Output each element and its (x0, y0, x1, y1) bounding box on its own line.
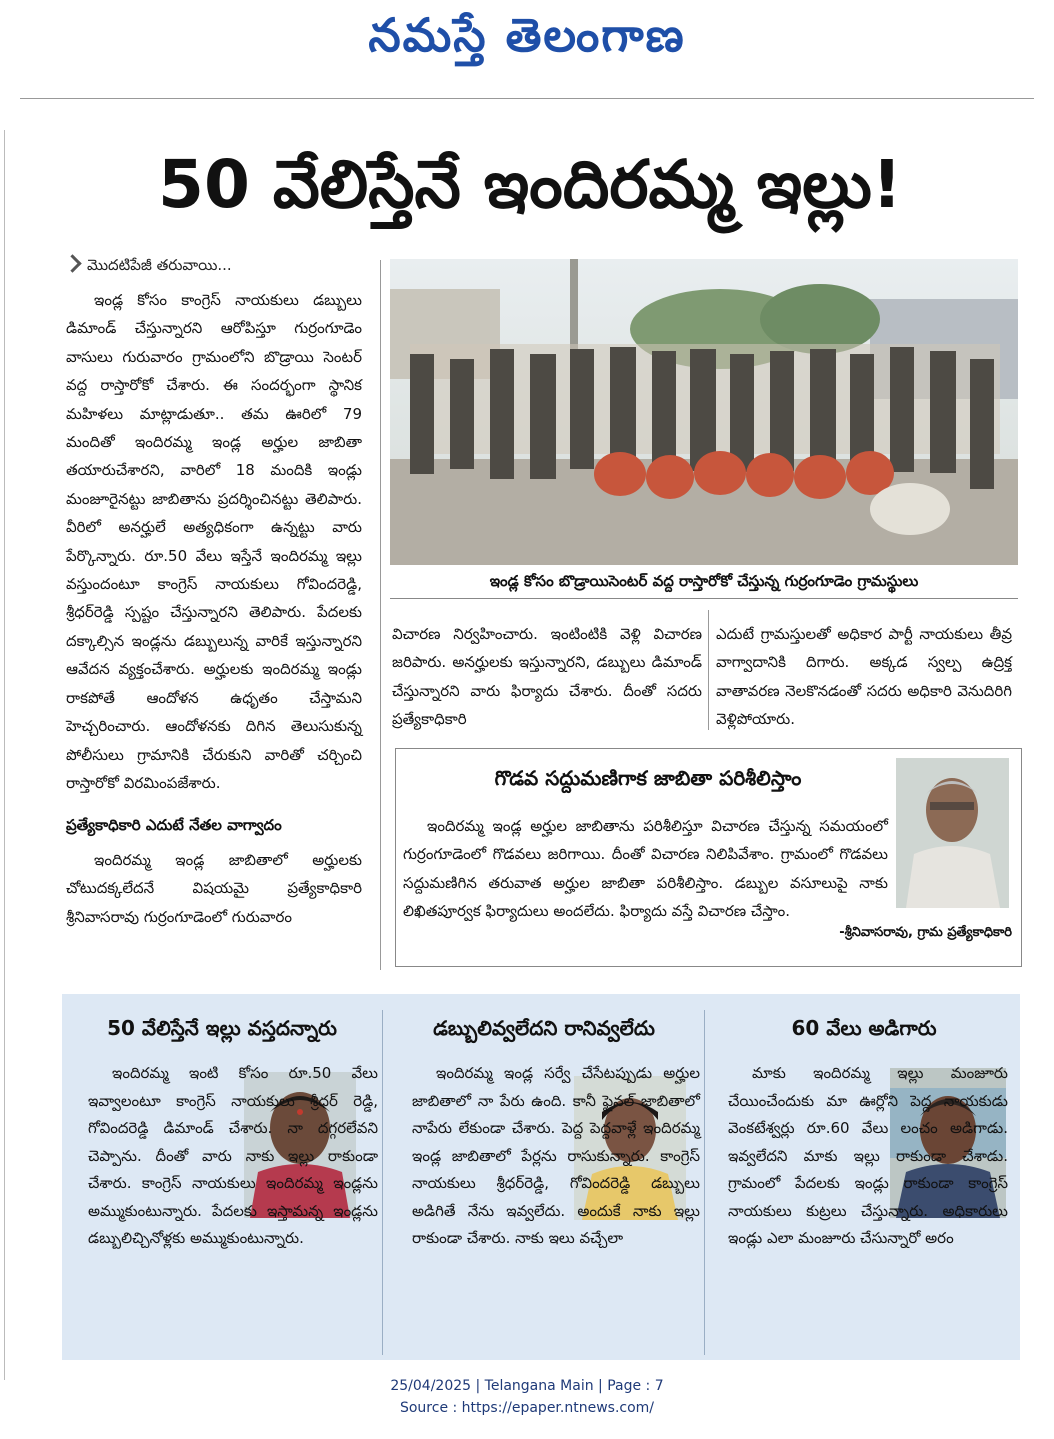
testimonial-2-body (412, 1060, 700, 1253)
article-paragraph-4: ఎదుటే గ్రామస్తులతో అధికార పార్టీ నాయకులు తీవ్ర వాగ్వాదానికి దిగారు. అక్కడ స్వల్ప ఉద్రిక్త వాతావరణ నెలకొనడంతో సదరు అధికారి వెనుదిరిగి వెళ్లిపోయారు. (716, 625, 1012, 729)
column-one (66, 286, 362, 931)
testimonial-1-body (88, 1060, 378, 1253)
column-two (392, 620, 702, 734)
footer-edition: 25/04/2025 | Telangana Main | Page : 7 (390, 1378, 664, 1394)
footer-source-link[interactable]: Source : https://epaper.ntnews.com/ (399, 1400, 655, 1416)
article-subhead: ప్రత్యేకాధికారి ఎదుటే నేతల వాగ్వాదం (66, 816, 282, 835)
testimonial-1-title: 50 వేలిస్తేనే ఇల్లు వస్తదన్నారు (107, 1016, 337, 1040)
article-paragraph-2: ఇందిరమ్మ ఇండ్ల జాబితాలో అర్హులకు చోటుదక్కలేదనే విషయమై ప్రత్యేకాధికారి శ్రీనివాసరావు గుర్రంగూడెంలో గురువారం (66, 850, 362, 926)
continued-marker (66, 256, 376, 278)
masthead-logo: నమస్తే తెలంగాణ (368, 8, 686, 62)
testimonial-2-text: ఇందిరమ్మ ఇండ్ల సర్వే చేసేటప్పుడు అర్హుల జాబితాలో నా పేరు ఉంది. కానీ ఫైనల్ జాబితాలో నాపేరు లేకుండా చేశారు. పెద్ద పెద్దవాళ్లే ఇందిరమ్మ ఇండ్ల జాబితాలో పేర్లను రాసుకున్నారు. కాంగ్రెస్ నాయకులు శ్రీధర్‌రెడ్డి, గోవిందరెడ్డి డబ్బులు అడిగితే నేను ఇవ్వలేదు. అందుకే నాకు ఇల్లు రాకుండా చేశారు. నాకు ఇలు వచ్చేలా (412, 1064, 700, 1247)
quote-signature: -శ్రీనివాసరావు, గ్రామ ప్రత్యేకాధికారి (839, 925, 1012, 940)
official-portrait (896, 758, 1009, 908)
protest-photo (390, 259, 1018, 565)
panel-divider-2 (704, 1010, 705, 1355)
column-divider (380, 260, 381, 970)
quote-box-text: ఇందిరమ్మ ఇండ్ల అర్హుల జాబితాను పరిశీలిస్తూ విచారణ చేస్తున్న సమయంలో గుర్రంగూడెంలో గొడవలు జరిగాయి. దీంతో విచారణ నిలిపివేశాం. గ్రామంలో గొడవలు సద్దుమణిగిన తరువాత అర్హుల జాబితా పరిశీలిస్తాం. డబ్బుల వసూలుపై నాకు లిఖితపూర్వక ఫిర్యాదులు అందలేదు. ఫిర్యాదు వస్తే విచారణ చేస్తాం. (403, 817, 888, 921)
column-divider-2 (708, 610, 709, 730)
masthead-divider (20, 98, 1034, 99)
testimonial-3-title: 60 వేలు అడిగారు (791, 1016, 937, 1040)
page-edge-line (4, 130, 5, 1380)
continued-label: మొదటిపేజీ తరువాయి... (87, 256, 232, 274)
caption-divider (390, 598, 1018, 599)
testimonial-3-text: మాకు ఇందిరమ్మ ఇల్లు మంజూరు చేయించేందుకు మా ఊర్లోని పెద్ద నాయకుడు వెంకటేశ్వర్లు రూ.60 వేలు లంచం అడిగాడు. ఇవ్వలేదని మాకు ఇల్లు రాకుండా చేశాడు. గ్రామంలో పేదలకు ఇండ్లు రాకుండా కాంగ్రెస్ నాయకులు కుట్రలు చేస్తున్నారు. అధికారులు ఇండ్లు ఎలా మంజూరు చేసున్నారో అరం (728, 1064, 1008, 1247)
photo-caption: ఇండ్ల కోసం బొడ్రాయిసెంటర్ వద్ద రాస్తారోకో చేస్తున్న గుర్రంగూడెం గ్రామస్థులు (489, 572, 919, 590)
quote-box-body (403, 812, 888, 926)
article-paragraph-3: విచారణ నిర్వహించారు. ఇంటింటికి వెళ్లి విచారణ జరిపారు. అనర్హులకు ఇస్తున్నారని, డబ్బులు డిమాండ్ చేస్తున్నారని వారు ఫిర్యాదు చేశారు. దీంతో సదరు ప్రత్యేకాధికారి (392, 625, 702, 729)
quote-box-title: గొడవ సద్దుమణిగాక జాబితా పరిశీలిస్తాం (494, 766, 802, 790)
testimonial-3-body (728, 1060, 1008, 1253)
chevron-right-icon (63, 254, 81, 272)
column-three (716, 620, 1012, 734)
testimonial-1-text: ఇందిరమ్మ ఇంటి కోసం రూ.50 వేలు ఇవ్వాలంటూ కాంగ్రెస్ నాయకులు శ్రీధర్ రెడ్డి, గోవిందరెడ్డి డిమాండ్ చేశారు. నా దగ్గరలేవని చెప్పాను. దీంతో వారు నాకు ఇల్లు రాకుండా చేశారు. కాంగ్రెస్ నాయకులు ఇందిరమ్మ ఇండ్లను అమ్ముకుంటున్నారు. పేదలకు ఇస్తామన్న ఇండ్లను డబ్బులిచ్చినోళ్లకు అమ్ముకుంటున్నారు. (88, 1064, 378, 1247)
testimonial-2-title: డబ్బులివ్వలేదని రానివ్వలేదు (433, 1016, 655, 1040)
page-headline: 50 వేలిస్తేనే ఇందిరమ్మ ఇల్లు! (158, 146, 902, 223)
panel-divider-1 (382, 1010, 383, 1355)
article-paragraph-1: ఇండ్ల కోసం కాంగ్రెస్ నాయకులు డబ్బులు డిమాండ్ చేస్తున్నారని ఆరోపిస్తూ గుర్రంగూడెం వాసులు గురువారం గ్రామంలోని బొడ్రాయి సెంటర్ వద్ద రాస్తారోకో చేశారు. ఈ సందర్భంగా స్థానిక మహిళలు మాట్లాడుతూ.. తమ ఊరిలో 79 మందితో ఇందిరమ్మ ఇండ్ల అర్హుల జాబితా తయారుచేశారని, వారిలో 18 మందికి ఇండ్లు మంజూరైనట్టు జాబితాను ప్రదర్శించినట్టు తెలిపారు. వీరిలో అనర్హులే అత్యధికంగా ఉన్నట్టు వారు పేర్కొన్నారు. రూ.50 వేలు ఇస్తేనే ఇందిరమ్మ ఇల్లు వస్తుందంటూ కాంగ్రెస్ నాయకులు గోవిందరెడ్డి, శ్రీధర్‌రెడ్డి స్పష్టం చేస్తున్నారని తెలిపారు. పేదలకు దక్కాల్సిన ఇండ్లను డబ్బులున్న వారికే ఇస్తున్నారని ఆవేదన వ్యక్తంచేశారు. అర్హులకు ఇందిరమ్మ ఇండ్లు రాకపోతే ఆందోళన ఉధృతం చేస్తామని హెచ్చరించారు. ఆందోళనకు దిగిన తెలుసుకున్న పోలీసులు గ్రామానికి చేరుకుని వారితో చర్చించి రాస్తారోకో విరమింపజేశారు. (66, 291, 362, 792)
